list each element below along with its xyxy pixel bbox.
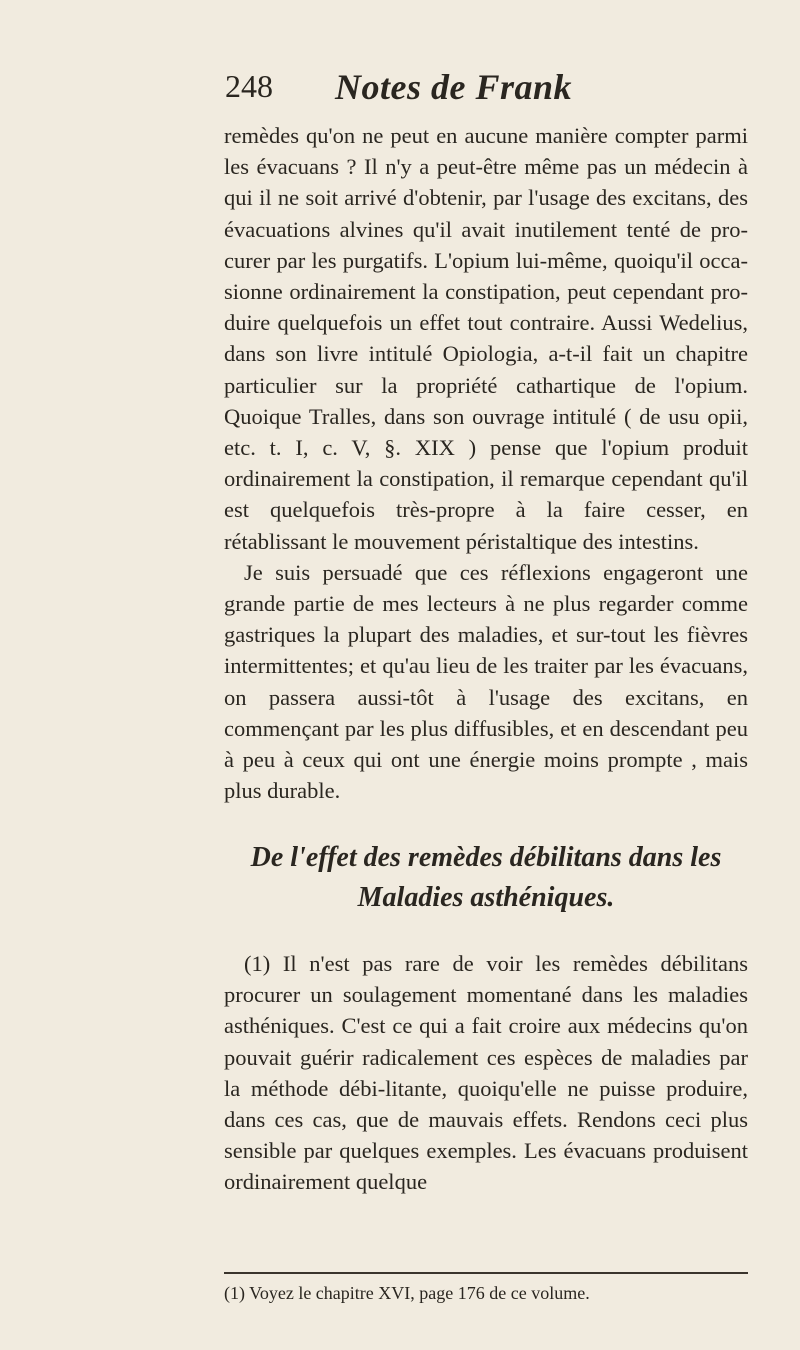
running-title: Notes de Frank bbox=[335, 67, 573, 107]
paragraph-debilitans: (1) Il n'est pas rare de voir les remèdes débilitans procurer un soulagement momentané dans les maladies asthéniques. C'est ce qui a fait croire aux médecins qu'on pouvait guérir radicalement ces espèces de maladies par la méthode débi-litante, quoiqu'elle ne puisse produire, dans ces cas, que de mauvais effets. Rendons ceci plus sensible par quelques exemples. Les évacuans produisent ordinairement quelque bbox=[224, 951, 748, 1195]
page-number: 248 bbox=[225, 68, 273, 104]
footnote-divider bbox=[224, 1272, 748, 1274]
paragraph-continuation: remèdes qu'on ne peut en aucune manière compter parmi les évacuans ? Il n'y a peut-être même pas un médecin à qui il ne soit arrivé d'obtenir, par l'usage des excitans, des évacuations alvines qu'il avait inutilement tenté de pro-curer par les purgatifs. L'opium lui-même, quoiqu'il occa-sionne ordinairement la constipation, peut cependant pro-duire quelquefois un effet tout contraire. Aussi Wedelius, dans son livre intitulé Opiologia, a-t-il fait un chapitre particulier sur la propriété cathartique de l'opium. Quoique Tralles, dans son ouvrage intitulé ( de usu opii, etc. t. I, c. V, §. XIX ) pense que l'opium produit ordinairement la constipation, il remarque cependant qu'il est quelquefois très-propre à la faire cesser, en rétablissant le mouvement péristaltique des intestins. bbox=[224, 123, 748, 554]
footnote: (1) Voyez le chapitre XVI, page 176 de ce volume. bbox=[224, 1283, 590, 1303]
running-head bbox=[225, 68, 745, 108]
section-heading: De l'effet des remèdes débilitans dans les Maladies asthéniques. bbox=[250, 842, 722, 913]
section-text bbox=[224, 948, 748, 1198]
main-text bbox=[224, 120, 748, 806]
paragraph-reflexions: Je suis persuadé que ces réflexions engageront une grande partie de mes lecteurs à ne plus regarder comme gastriques la plupart des maladies, et sur-tout les fièvres intermittentes; et qu'au lieu de les traiter par les évacuans, on passera aussi-tôt à l'usage des excitans, en commençant par les plus diffusibles, et en descendant peu à peu à ceux qui ont une énergie moins prompte , mais plus durable. bbox=[224, 559, 748, 804]
